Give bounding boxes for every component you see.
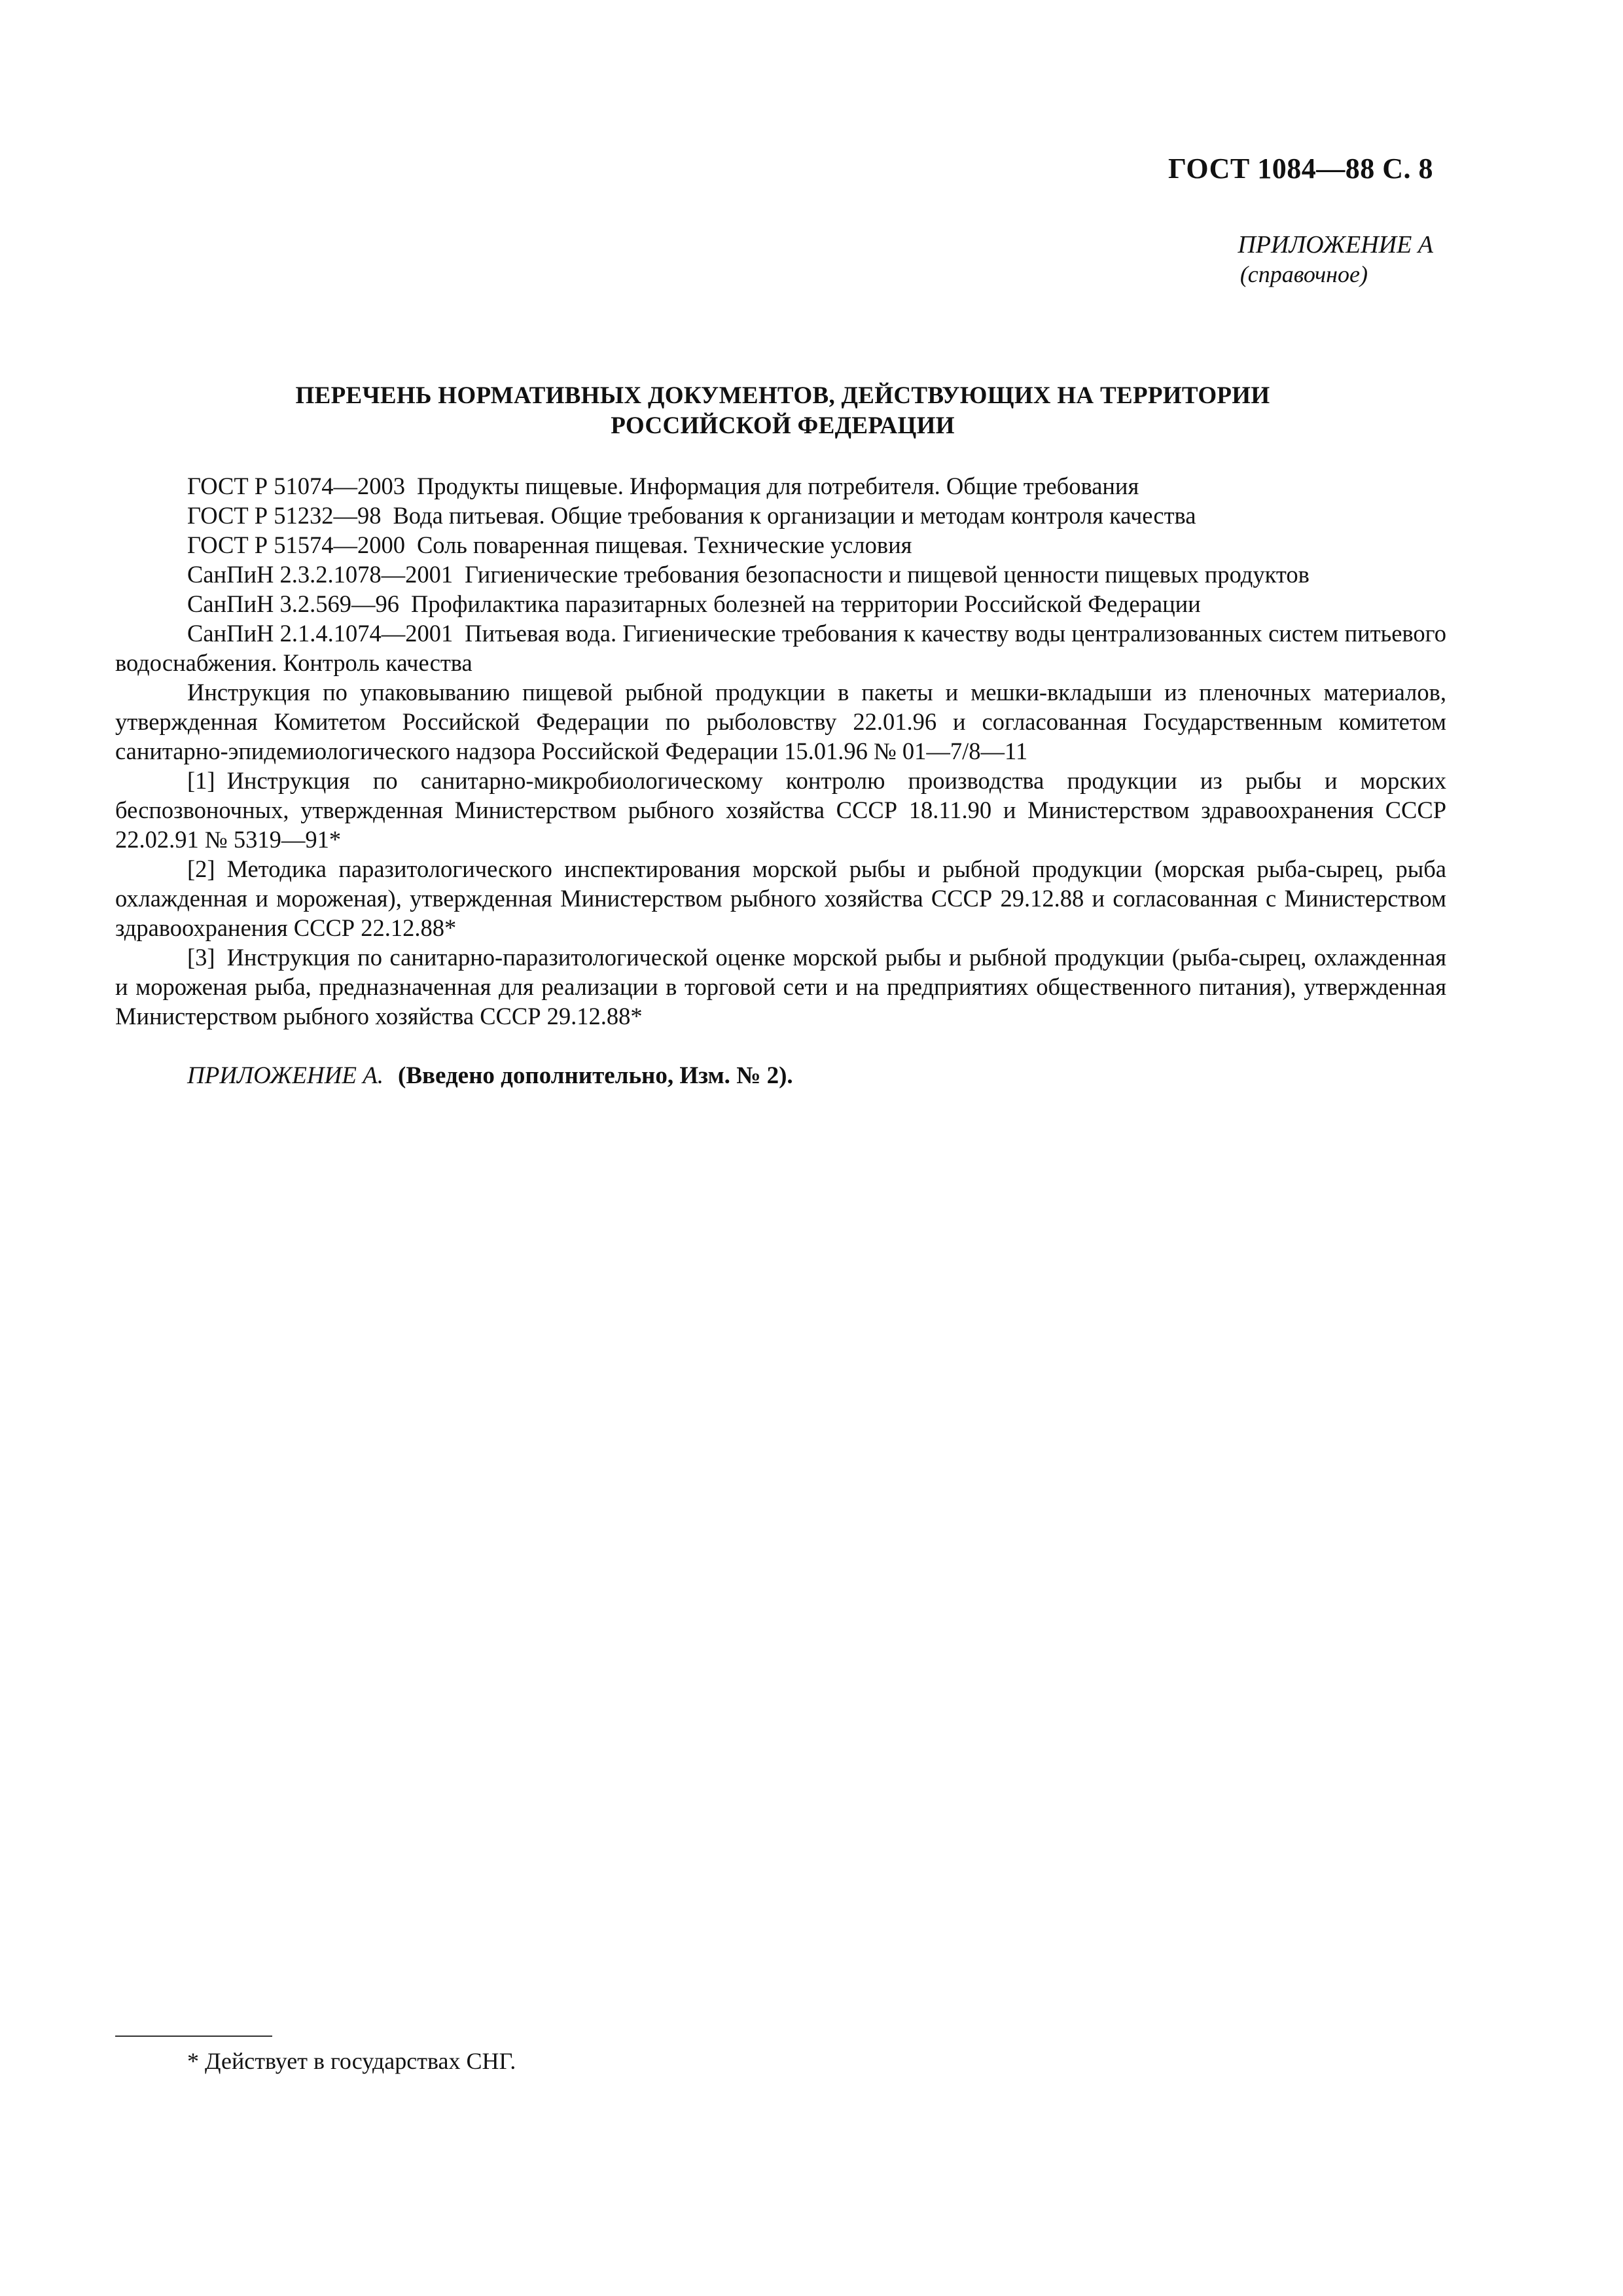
list-item [115,589,1446,619]
list-item [115,619,1446,677]
list-item [115,471,1446,501]
amendment-label: ПРИЛОЖЕНИЕ А. [187,1062,384,1089]
amendment-text: (Введено дополнительно, Изм. № 2). [398,1062,793,1089]
title-line-1: ПЕРЕЧЕНЬ НОРМАТИВНЫХ ДОКУМЕНТОВ, ДЕЙСТВУЮЩИХ НА ТЕРРИТОРИИ [295,382,1270,409]
document-code: [2] [187,855,215,882]
document-code: ГОСТ Р 51574—2000 [187,531,405,558]
list-item [115,677,1446,766]
document-code: [1] [187,767,215,794]
appendix-label: ПРИЛОЖЕНИЕ А [1238,231,1433,259]
footnote: * Действует в государствах СНГ. [187,2048,516,2074]
document-code: [3] [187,944,215,971]
document-list [115,471,1446,1031]
list-item [115,530,1446,560]
amendment-note [187,1062,793,1090]
document-code: ГОСТ Р 51232—98 [187,502,382,529]
document-code: СанПиН 2.1.4.1074—2001 [187,620,454,647]
list-item [115,854,1446,942]
document-title: Соль поваренная пищевая. Технические условия [416,531,912,558]
list-item [115,766,1446,854]
document-code: СанПиН 2.3.2.1078—2001 [187,561,454,588]
document-code: ГОСТ Р 51074—2003 [187,473,405,499]
document-title: Вода питьевая. Общие требования к организации и методам контроля качества [393,502,1196,529]
list-item [115,560,1446,589]
section-title [115,381,1450,441]
document-title: Инструкция по санитарно-паразитологической оценке морской рыбы и рыбной продукции (рыба-сырец, охлажденная и мороженая рыба, предназначенная для реализации в торговой сети и на предприятиях общественного питания), утвержденная Министерством рыбного хозяйства СССР 29.12.88* [115,944,1446,1030]
title-line-2: РОССИЙСКОЙ ФЕДЕРАЦИИ [611,412,955,439]
document-title: Инструкция по санитарно-микробиологическому контролю производства продукции из рыбы и морских беспозвоночных, утвержденная Министерством рыбного хозяйства СССР 18.11.90 и Министерством здравоохранения СССР 22.02.91 № 5319—91* [115,767,1446,853]
list-item [115,501,1446,530]
list-item [115,942,1446,1031]
page-header: ГОСТ 1084—88 С. 8 [1168,152,1433,185]
document-title: Питьевая вода. Гигиенические требования к качеству воды централизованных систем питьевого водоснабжения. Контроль качества [115,620,1446,676]
document-title: Профилактика паразитарных болезней на территории Российской Федерации [410,590,1201,617]
document-code: СанПиН 3.2.569—96 [187,590,399,617]
footnote-divider [115,2036,272,2037]
document-title: Продукты пищевые. Информация для потребителя. Общие требования [416,473,1139,499]
document-title: Инструкция по упаковыванию пищевой рыбной продукции в пакеты и мешки-вкладыши из пленочных материалов, утвержденная Комитетом Российской Федерации по рыболовству 22.01.96 и согласованная Государственным комитетом санитарно-эпидемиологического надзора Российской Федерации 15.01.96 № 01—7/8—11 [115,679,1446,764]
document-title: Гигиенические требования безопасности и пищевой ценности пищевых продуктов [465,561,1310,588]
appendix-kind: (справочное) [1240,261,1368,287]
document-title: Методика паразитологического инспектирования морской рыбы и рыбной продукции (морская рыба-сырец, рыба охлажденная и мороженая), утвержденная Министерством рыбного хозяйства СССР 29.12.88 и согласованная с Министерством здравоохранения СССР 22.12.88* [115,855,1446,941]
